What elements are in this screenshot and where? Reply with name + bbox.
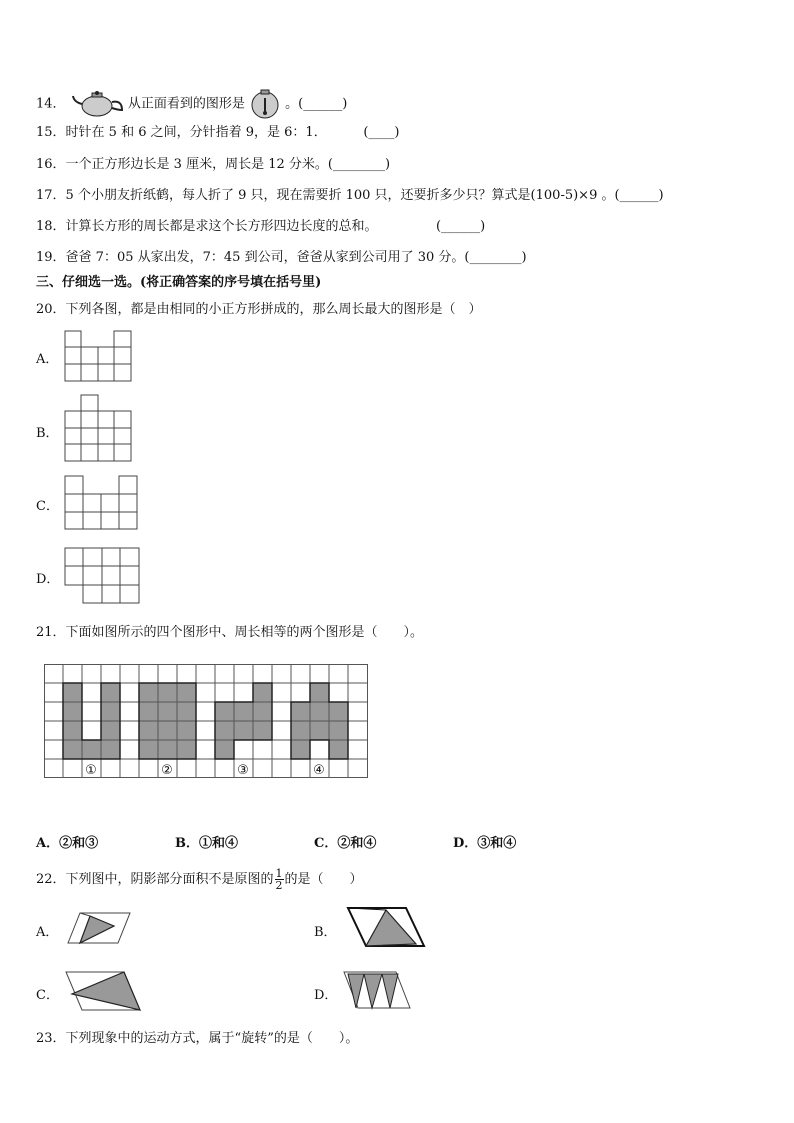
q21-shape-label-3: ③ <box>237 763 249 778</box>
q20-label-d: D． <box>36 572 60 587</box>
q22-figure-b <box>346 906 428 948</box>
q21-option-c: C．②和④ <box>314 836 377 851</box>
q14-number: 14． <box>36 96 66 112</box>
q21-shape-label-2: ② <box>161 763 173 778</box>
question-23: 23．下列现象中的运动方式，属于“旋转”的是（ ）。 <box>36 1031 359 1046</box>
teapot-front-view-icon <box>249 88 281 120</box>
q22-label-b: B． <box>314 925 337 940</box>
q20-label-b: B． <box>36 426 59 441</box>
q21-option-a: A．②和③ <box>36 836 99 851</box>
question-22 <box>36 868 363 891</box>
question-14 <box>36 88 347 120</box>
fraction-numerator: 1 <box>275 867 283 880</box>
q22-figure-a <box>66 910 132 946</box>
question-21: 21．下面如图所示的四个图形中、周长相等的两个图形是（ ）。 <box>36 625 424 640</box>
one-half-fraction <box>275 868 284 891</box>
question-20: 20．下列各图，都是由相同的小正方形拼成的，那么周长最大的图形是（ ） <box>36 302 482 317</box>
q22-post: 的是（ ） <box>284 872 363 887</box>
q21-grid-figure <box>44 664 368 778</box>
q21-shape-label-4: ④ <box>313 763 325 778</box>
q21-option-b: B．①和④ <box>175 836 238 851</box>
q20-figure-b <box>64 394 134 462</box>
question-16: 16．一个正方形边长是 3 厘米，周长是 12 分米。(________) <box>36 157 391 172</box>
question-17: 17．5 个小朋友折纸鹤，每人折了 9 只，现在需要折 100 只，还要折多少只？算式是(100-5)×9 。(______) <box>36 188 664 203</box>
q22-pre: 22．下列图中，阴影部分面积不是原图的 <box>36 872 274 887</box>
q21-option-d: D．③和④ <box>453 836 517 851</box>
teapot-icon <box>70 90 124 118</box>
question-19: 19．爸爸 7：05 从家出发，7：45 到公司，爸爸从家到公司用了 30 分。(________) <box>36 250 527 265</box>
q22-label-a: A． <box>36 925 59 940</box>
q22-label-d: D． <box>314 988 338 1003</box>
question-18: 18．计算长方形的周长都是求这个长方形四边长度的总和。 (______) <box>36 219 486 234</box>
q20-figure-d <box>64 547 142 605</box>
q20-label-a: A． <box>36 352 59 367</box>
question-15: 15．时针在 5 和 6 之间，分针指着 9，是 6：1． (____) <box>36 125 400 140</box>
q21-shape-label-1: ① <box>85 763 97 778</box>
q20-figure-a <box>64 330 134 382</box>
q22-label-c: C． <box>36 988 59 1003</box>
q14-middle: 从正面看到的图形是 <box>127 96 245 112</box>
q22-figure-c <box>64 970 142 1012</box>
q20-label-c: C． <box>36 499 59 514</box>
q20-figure-c <box>64 475 140 531</box>
fraction-denominator: 2 <box>275 879 283 892</box>
q14-end: 。(______) <box>285 96 348 112</box>
q22-figure-d <box>342 970 412 1010</box>
section-3-heading: 三、仔细选一选。(将正确答案的序号填在括号里) <box>36 275 322 290</box>
